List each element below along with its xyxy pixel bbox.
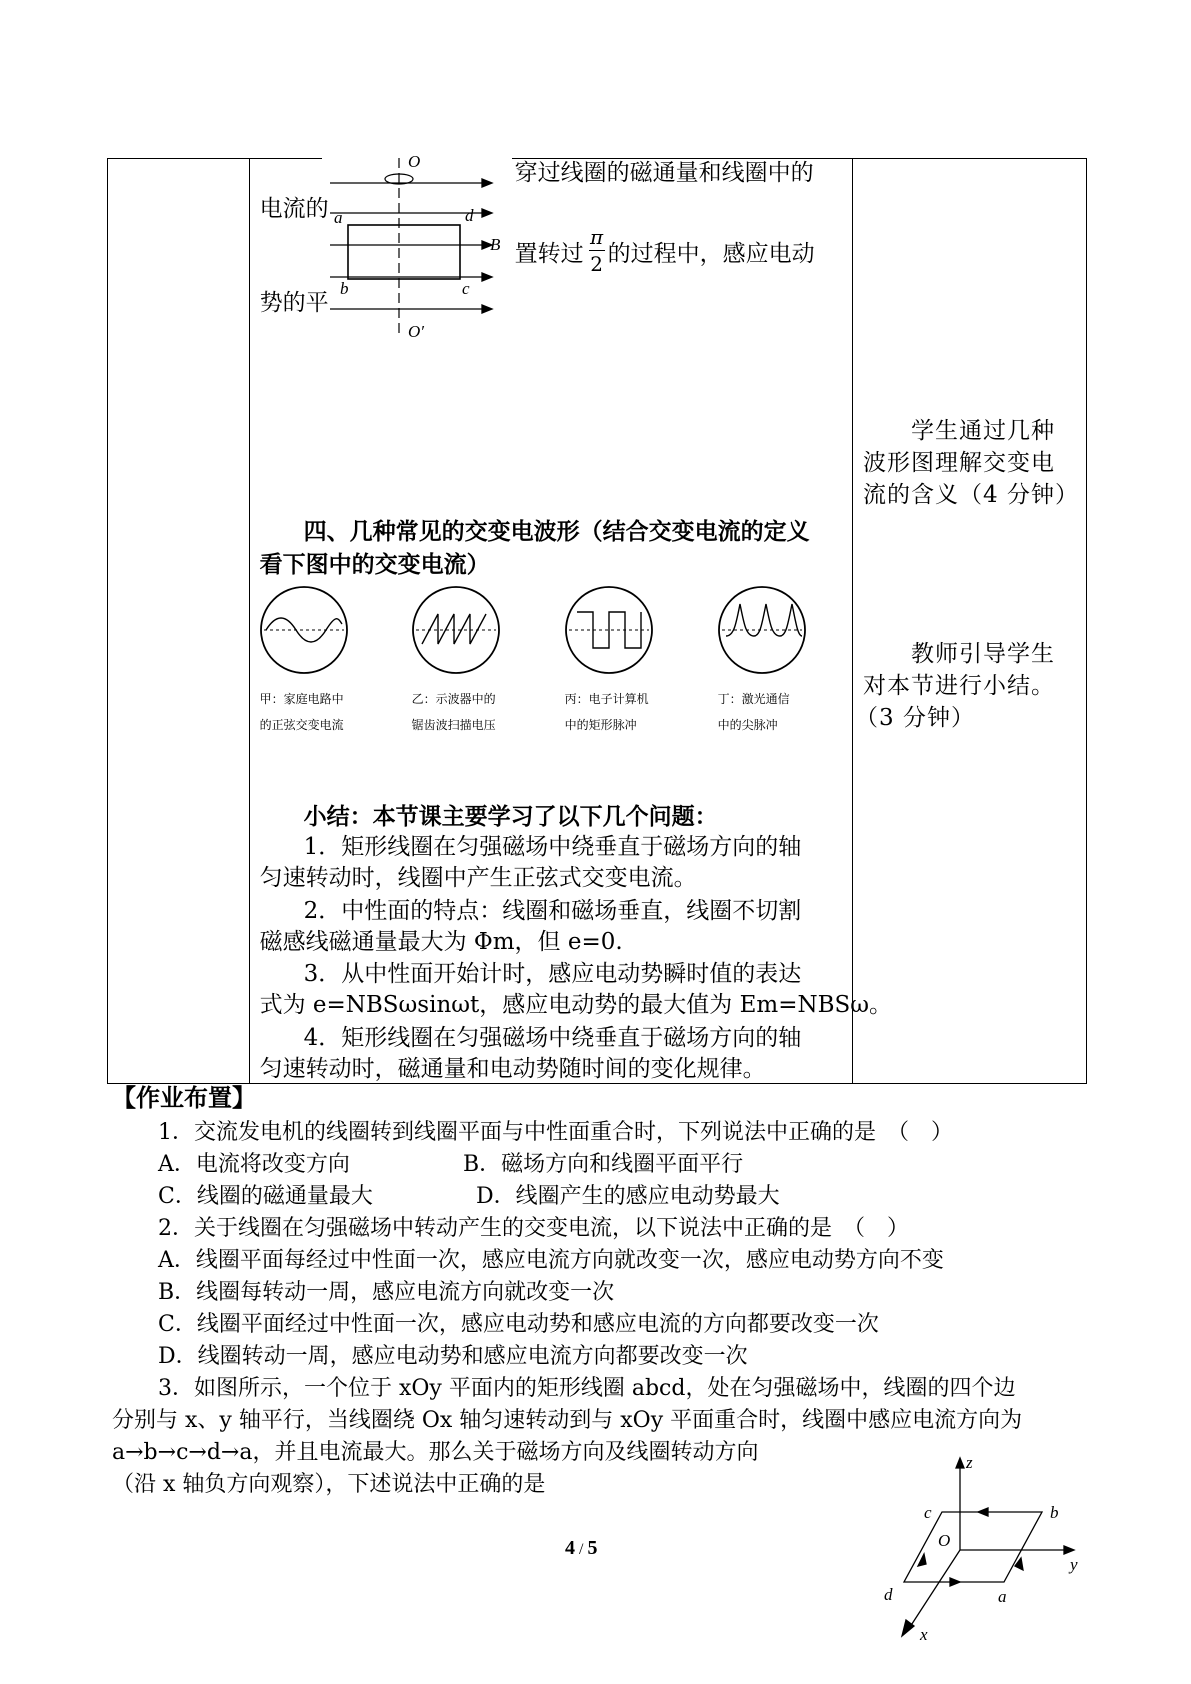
hw-q1-option-a: A．电流将改变方向 [158, 1152, 350, 1177]
summary-p1-line2: 匀速转动时，线圈中产生正弦式交变电流。 [259, 865, 697, 891]
summary-p3-line1: 3．从中性面开始计时，感应电动势瞬时值的表达 [303, 961, 802, 987]
label-d: d [884, 1585, 893, 1604]
hw-q2-option-a: A．线圈平面每经过中性面一次，感应电流方向就改变一次，感应电动势方向不变 [158, 1248, 944, 1273]
label-c: c [924, 1503, 932, 1522]
waveform-square-figure [563, 584, 655, 676]
caption-2-line1: 乙：示波器中的 [411, 692, 496, 706]
side-note1-line3: 流的含义（4 分钟） [863, 482, 1079, 508]
side-note1-line2: 波形图理解交变电 [863, 450, 1056, 476]
label-x: x [920, 1625, 928, 1644]
caption-1-line1: 甲：家庭电路中 [259, 692, 344, 706]
top-line4-left: 势的平 [259, 290, 329, 316]
caption-4-line2: 中的尖脉冲 [717, 718, 778, 732]
side-note2-line1: 教师引导学生 [911, 641, 1056, 667]
caption-1-line2: 的正弦交变电流 [259, 718, 344, 732]
hw-q2-option-d: D．线圈转动一周，感应电动势和感应电流方向都要改变一次 [158, 1344, 748, 1369]
hw-q1-option-c: C．线圈的磁通量最大 [158, 1184, 373, 1209]
homework-heading: 【作业布置】 [112, 1083, 256, 1112]
table-col-notes [853, 159, 1087, 1084]
caption-3-line1: 丙：电子计算机 [564, 692, 649, 706]
summary-p2-line1: 2．中性面的特点：线圈和磁场垂直，线圈不切割 [303, 898, 802, 924]
section-four-heading-line2: 看下图中的交变电流） [259, 551, 490, 578]
label-B: B [489, 235, 500, 254]
label-d: d [464, 206, 474, 225]
summary-p2-line2: 磁感线磁通量最大为 Φm，但 e=0. [259, 929, 623, 955]
label-O-top: O [407, 153, 420, 171]
summary-p4-line1: 4．矩形线圈在匀强磁场中绕垂直于磁场方向的轴 [303, 1025, 802, 1051]
summary-p3-line2: 式为 e=NBSωsinωt，感应电动势的最大值为 Em=NBSω。 [259, 992, 892, 1018]
hw-q3-line4: （沿 x 轴负方向观察），下述说法中正确的是 [112, 1472, 546, 1497]
coil-axes-figure [870, 1450, 1090, 1650]
label-a: a [333, 208, 343, 227]
side-note2-line2: 对本节进行小结。 [863, 673, 1056, 699]
caption-2-line2: 锯齿波扫描电压 [411, 718, 496, 732]
hw-q1-option-b: B．磁场方向和线圈平面平行 [463, 1152, 744, 1177]
fraction-pi-over-2: π 2 [590, 225, 604, 276]
label-O-bottom: O′ [407, 322, 424, 341]
top-line2-left: 电流的 [259, 196, 329, 222]
waveform-sine-figure [258, 584, 350, 676]
table-col-empty [108, 159, 250, 1084]
summary-p1-line1: 1．矩形线圈在匀强磁场中绕垂直于磁场方向的轴 [303, 834, 802, 860]
table-col-content [249, 153, 892, 1084]
section-four-heading-line1: 四、几种常见的交变电波形（结合交变电流的定义 [303, 518, 810, 545]
label-c: c [461, 279, 470, 298]
label-z: z [966, 1453, 973, 1472]
coil-in-field-figure [322, 153, 512, 343]
summary-title: 小结：本节课主要学习了以下几个问题： [303, 803, 718, 830]
hw-q3-line1: 3．如图所示，一个位于 xOy 平面内的矩形线圈 abcd，处在匀强磁场中，线圈的四个边 [158, 1376, 1016, 1401]
hw-q2: 2．关于线圈在匀强磁场中转动产生的交变电流，以下说法中正确的是 （ ） [158, 1216, 909, 1241]
side-note2-line3: （3 分钟） [855, 705, 975, 731]
summary-p4-line2: 匀速转动时，磁通量和电动势随时间的变化规律。 [259, 1056, 766, 1082]
top-line3-b: 的过程中，感应电动 [607, 241, 815, 267]
waveform-sawtooth-figure [410, 584, 502, 676]
caption-4-line1: 丁：激光通信 [717, 692, 790, 706]
hw-q2-option-c: C．线圈平面经过中性面一次，感应电动势和感应电流的方向都要改变一次 [158, 1312, 879, 1337]
label-O: O [938, 1531, 951, 1550]
top-line3-a: 置转过 [514, 241, 584, 267]
hw-q3-line2: 分别与 x、y 轴平行，当线圈绕 Ox 轴匀速转动到与 xOy 平面重合时，线圈中感应电流方向为 [112, 1408, 1023, 1433]
label-b: b [339, 279, 349, 298]
lesson-table [107, 153, 1087, 1084]
label-y: y [1070, 1555, 1078, 1574]
hw-q2-option-b: B．线圈每转动一周，感应电流方向就改变一次 [158, 1280, 615, 1305]
label-b: b [1050, 1503, 1059, 1522]
hw-q1-option-d: D．线圈产生的感应电动势最大 [476, 1184, 780, 1209]
page-number: 4 / 5 [565, 1537, 598, 1559]
label-a: a [998, 1587, 1007, 1606]
side-note1-line1: 学生通过几种 [911, 418, 1056, 444]
hw-q1: 1．交流发电机的线圈转到线圈平面与中性面重合时，下列说法中正确的是 （ ） [158, 1120, 953, 1145]
waveform-spike-figure [716, 584, 808, 676]
hw-q3-line3: a→b→c→d→a，并且电流最大。那么关于磁场方向及线圈转动方向 [112, 1440, 759, 1465]
caption-3-line2: 中的矩形脉冲 [564, 718, 637, 732]
top-line1-right: 穿过线圈的磁通量和线圈中的 [514, 160, 814, 186]
